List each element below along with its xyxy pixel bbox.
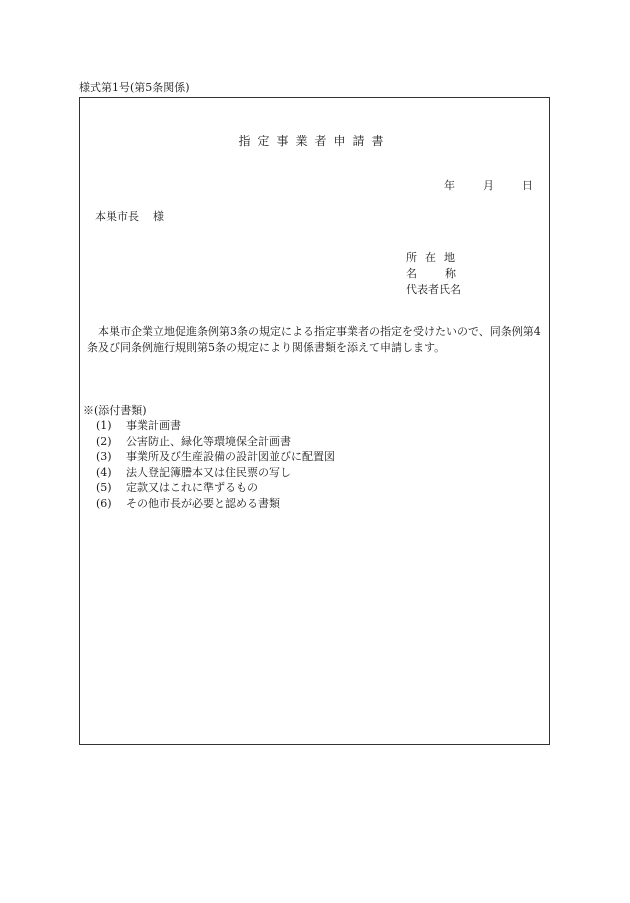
attachment-number: (3): [96, 450, 112, 463]
addressee-honorific: 様: [153, 210, 164, 223]
address-label: 所在地: [406, 251, 463, 264]
representative-label: 代表者氏名: [406, 283, 461, 296]
attachment-text: 事業所及び生産設備の設計図並びに配置図: [126, 450, 335, 463]
attachment-item: [83, 449, 335, 465]
date-year-label: 年: [444, 179, 455, 192]
name-label: 名称: [406, 267, 484, 280]
form-number-label: 様式第1号(第5条関係): [79, 81, 190, 94]
attachment-text: 法人登記簿謄本又は住民票の写し: [126, 465, 291, 479]
attachment-item: [83, 496, 335, 512]
attachments-section: [83, 403, 335, 511]
attachment-number: (2): [96, 434, 112, 448]
attachment-item: [83, 434, 335, 450]
addressee-name: 本巣市長: [95, 210, 139, 223]
attachment-number: (5): [96, 481, 112, 494]
attachment-text: 定款又はこれに準ずるもの: [126, 481, 258, 494]
addressee: [95, 208, 164, 224]
attachment-text: 公害防止、緑化等環境保全計画書: [126, 434, 291, 448]
attachment-number: (4): [96, 465, 112, 479]
attachment-item: [83, 480, 335, 496]
attachments-list: [83, 418, 335, 511]
applicant-block: [406, 250, 484, 298]
application-form-frame: [79, 97, 550, 745]
attachment-item: [83, 418, 335, 434]
attachment-text: 事業計画書: [126, 419, 181, 432]
application-body-text: 本巣市企業立地促進条例第3条の規定による指定事業者の指定を受けたいので、同条例第4条及び同条例施行規則第5条の規定により関係書類を添えて申請します。: [87, 325, 541, 354]
date-day-label: 日: [522, 179, 533, 192]
form-title: 指定事業者申請書: [238, 134, 391, 148]
attachment-number: (6): [96, 496, 112, 510]
attachment-number: (1): [96, 419, 112, 432]
date-line: [444, 177, 533, 193]
attachments-heading: ※(添付書類): [83, 404, 147, 417]
date-month-label: 月: [483, 179, 494, 192]
attachment-text: その他市長が必要と認める書類: [126, 496, 280, 510]
attachment-item: [83, 465, 335, 481]
